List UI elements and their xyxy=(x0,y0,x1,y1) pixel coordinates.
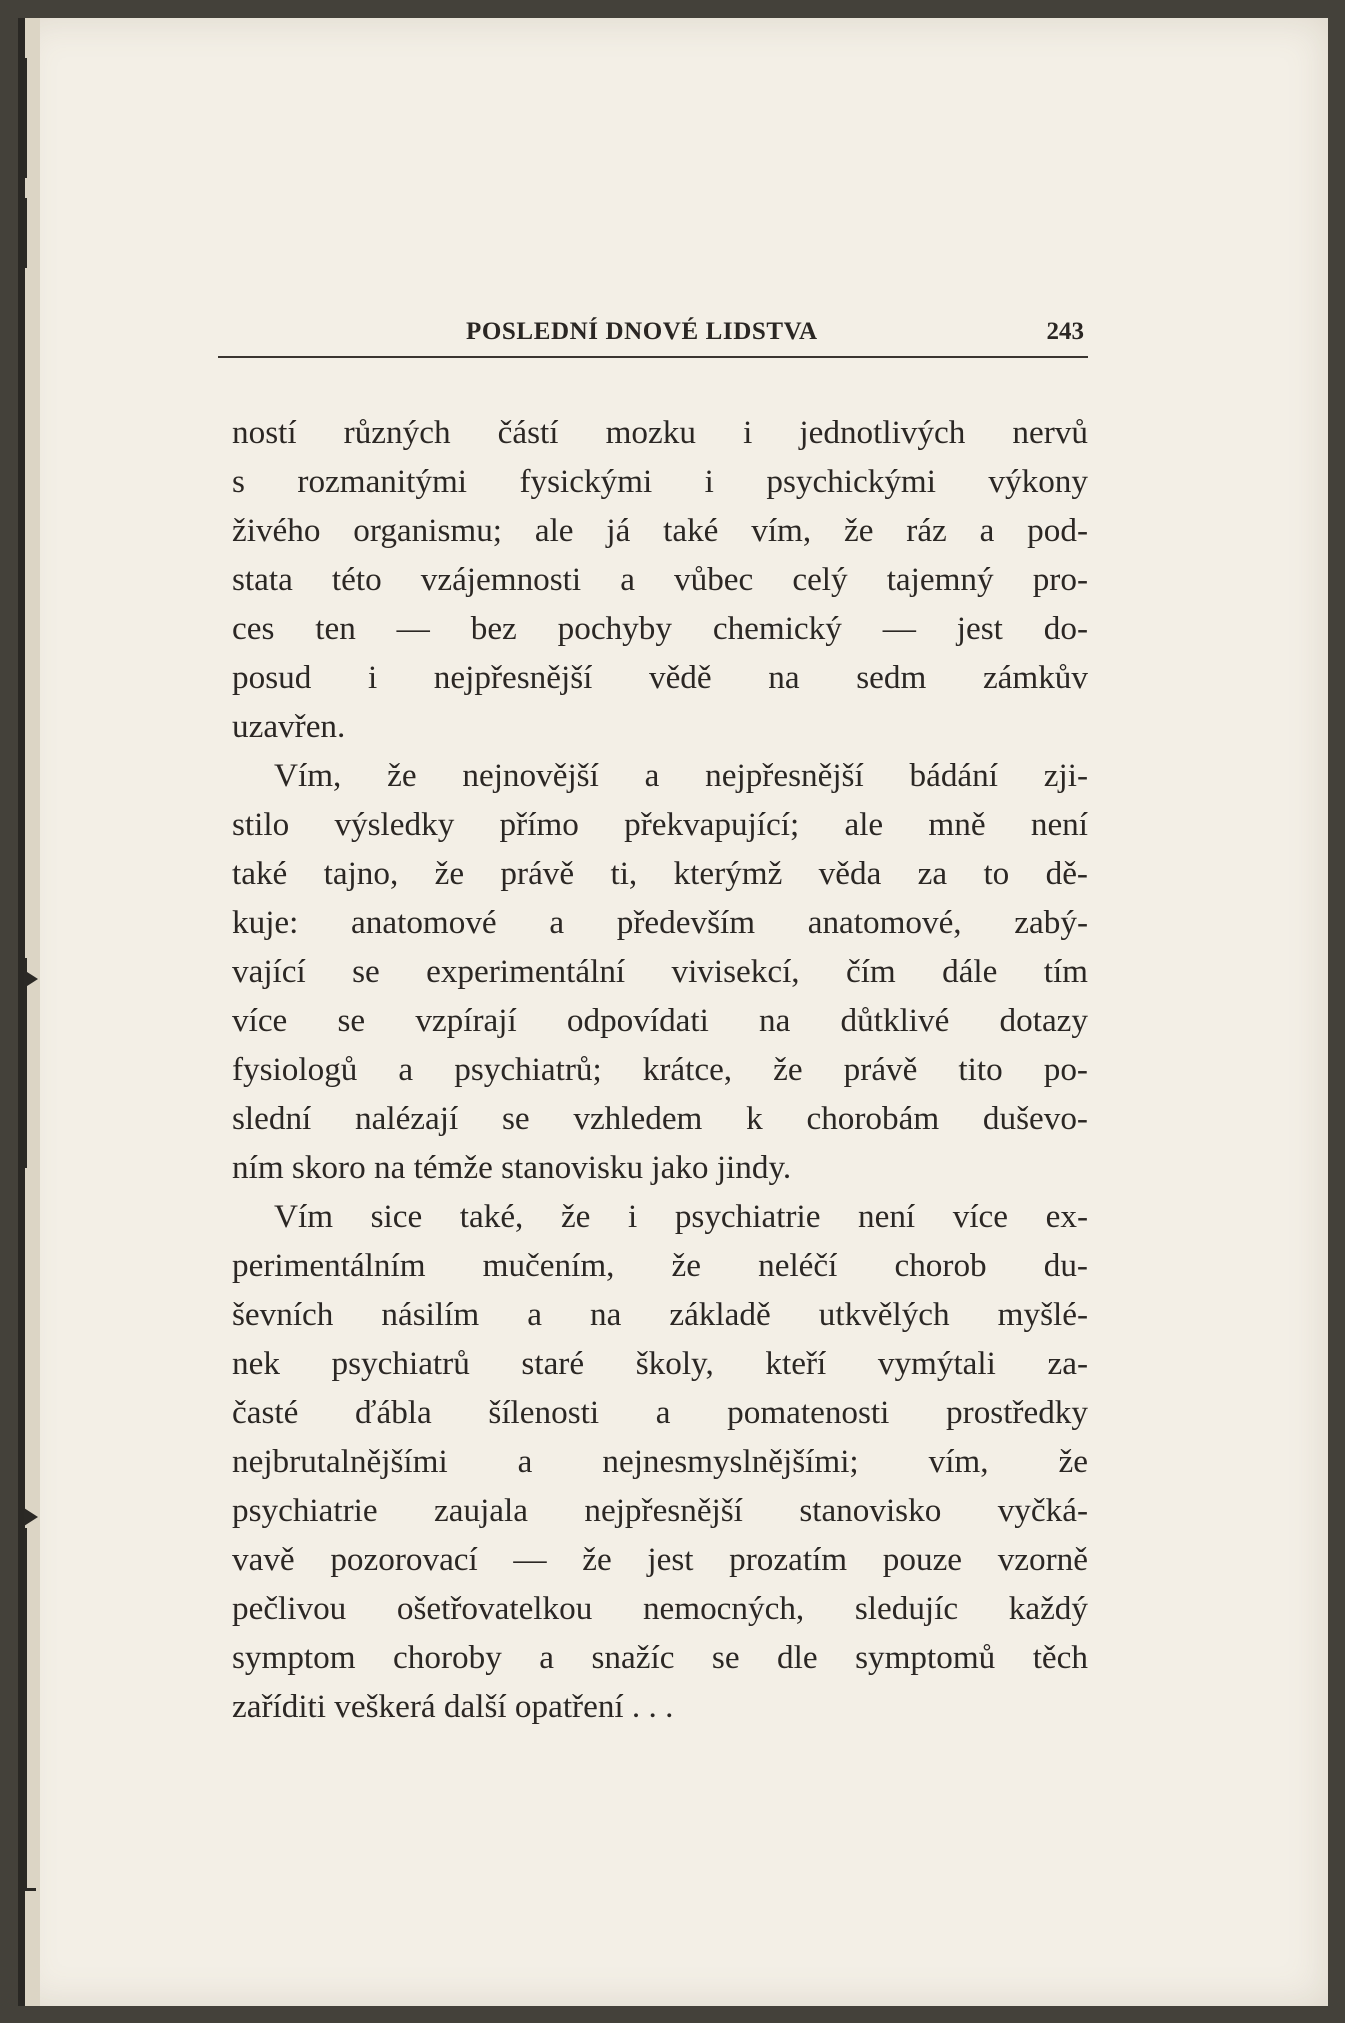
text-line: kuje: anatomové a především anatomové, zabý- xyxy=(232,904,1088,941)
text-line: vavě pozorovací — že jest prozatím pouze vzorně xyxy=(232,1541,1088,1578)
paragraph xyxy=(232,408,1088,751)
text-line: slední nalézají se vzhledem k chorobám duševo- xyxy=(232,1100,1088,1137)
margin-mark xyxy=(24,1888,36,1891)
text-line: Vím sice také, že i psychiatrie není více ex- xyxy=(274,1198,1088,1235)
text-line: ním skoro na témže stanovisku jako jindy. xyxy=(232,1149,792,1186)
text-line: vající se experimentální vivisekcí, čím dále tím xyxy=(232,953,1088,990)
text-line: časté ďábla šílenosti a pomatenosti prostředky xyxy=(232,1394,1088,1431)
margin-arrow-icon xyxy=(24,970,38,988)
text-line: ností různých částí mozku i jednotlivých nervů xyxy=(232,414,1088,451)
text-line: fysiologů a psychiatrů; krátce, že právě tito po- xyxy=(232,1051,1088,1088)
text-line: psychiatrie zaujala nejpřesnější stanovisko vyčká- xyxy=(232,1492,1088,1529)
text-line: perimentálním mučením, že neléčí chorob du- xyxy=(232,1247,1088,1284)
text-line: symptom choroby a snažíc se dle symptomů těch xyxy=(232,1639,1088,1676)
body-text xyxy=(232,408,1088,1731)
text-line: také tajno, že právě ti, kterýmž věda za to dě- xyxy=(232,855,1088,892)
margin-mark xyxy=(24,58,27,178)
text-line: pečlivou ošetřovatelkou nemocných, sledujíc každý xyxy=(232,1590,1088,1627)
header-rule xyxy=(218,356,1088,358)
margin-mark xyxy=(24,198,27,268)
text-line: zaříditi veškerá další opatření . . . xyxy=(232,1688,674,1725)
binding-edge xyxy=(18,18,40,2006)
text-line: více se vzpírají odpovídati na důtklivé dotazy xyxy=(232,1002,1088,1039)
paragraph xyxy=(232,751,1088,1192)
text-line: nek psychiatrů staré školy, kteří vymýtali za- xyxy=(232,1345,1088,1382)
text-line: nejbrutalnějšími a nejnesmyslnějšími; vím, že xyxy=(232,1443,1088,1480)
page-header xyxy=(218,300,1088,350)
running-title: POSLEDNÍ DNOVÉ LIDSTVA xyxy=(466,318,818,345)
text-line: živého organismu; ale já také vím, že ráz a pod- xyxy=(232,512,1088,549)
margin-mark xyxy=(24,958,27,1168)
text-line: stilo výsledky přímo překvapující; ale mně není xyxy=(232,806,1088,843)
text-line: uzavřen. xyxy=(232,708,346,745)
text-line: Vím, že nejnovější a nejpřesnější bádání zji- xyxy=(274,757,1088,794)
text-line: posud i nejpřesnější vědě na sedm zámkův xyxy=(232,659,1088,696)
text-line: ševních násilím a na základě utkvělých myšlé- xyxy=(232,1296,1088,1333)
margin-arrow-icon xyxy=(24,1508,38,1526)
book-page xyxy=(18,18,1328,2006)
paragraph xyxy=(232,1192,1088,1731)
margin-mark xyxy=(24,1528,27,1888)
page-number: 243 xyxy=(1046,318,1084,345)
text-line: s rozmanitými fysickými i psychickými výkony xyxy=(232,463,1088,500)
text-line: ces ten — bez pochyby chemický — jest do- xyxy=(232,610,1088,647)
text-line: stata této vzájemnosti a vůbec celý tajemný pro- xyxy=(232,561,1088,598)
